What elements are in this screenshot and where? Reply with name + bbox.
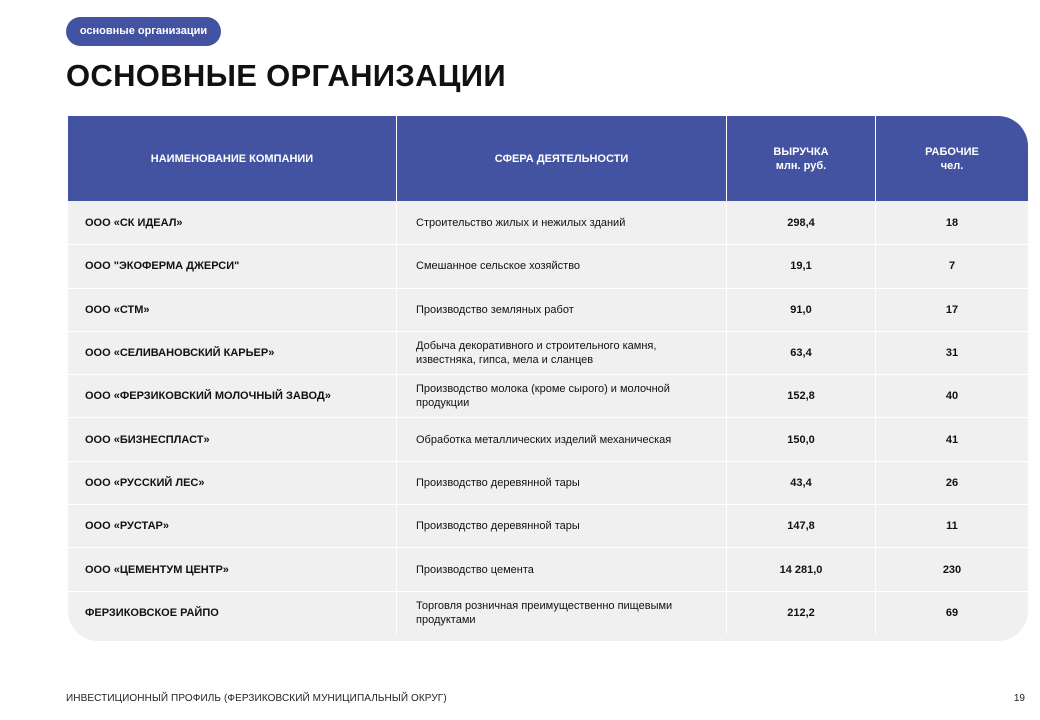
activity: Смешанное сельское хозяйство bbox=[396, 245, 726, 287]
table-header bbox=[68, 116, 1028, 201]
activity: Производство молока (кроме сырого) и молочной продукции bbox=[396, 375, 726, 417]
table-row bbox=[68, 244, 1028, 287]
activity: Производство цемента bbox=[396, 548, 726, 590]
table-row bbox=[68, 504, 1028, 547]
revenue-value: 14 281,0 bbox=[726, 548, 875, 590]
revenue-value: 150,0 bbox=[726, 418, 875, 460]
revenue-value: 19,1 bbox=[726, 245, 875, 287]
header-revenue-unit: млн. руб. bbox=[775, 159, 827, 172]
table-row bbox=[68, 591, 1028, 634]
activity: Обработка металлических изделий механическая bbox=[396, 418, 726, 460]
header-workers bbox=[875, 116, 1028, 201]
revenue-value: 298,4 bbox=[726, 201, 875, 244]
company-name: ООО «РУССКИЙ ЛЕС» bbox=[85, 476, 205, 489]
header-activity: СФЕРА ДЕЯТЕЛЬНОСТИ bbox=[396, 116, 726, 201]
header-revenue-label: ВЫРУЧКА bbox=[773, 145, 829, 158]
header-revenue bbox=[726, 116, 875, 201]
activity: Добыча декоративного и строительного камня, известняка, гипса, мела и сланцев bbox=[396, 332, 726, 374]
workers-value: 41 bbox=[875, 418, 1028, 460]
workers-value: 11 bbox=[875, 505, 1028, 547]
header-company: НАИМЕНОВАНИЕ КОМПАНИИ bbox=[150, 152, 314, 165]
revenue-value: 43,4 bbox=[726, 462, 875, 504]
workers-value: 7 bbox=[875, 245, 1028, 287]
activity: Производство земляных работ bbox=[396, 289, 726, 331]
activity: Производство деревянной тары bbox=[396, 462, 726, 504]
company-name: ООО «СК ИДЕАЛ» bbox=[85, 216, 183, 229]
header-workers-label: РАБОЧИЕ bbox=[925, 145, 979, 158]
workers-value: 31 bbox=[875, 332, 1028, 374]
company-name: ООО «ЦЕМЕНТУМ ЦЕНТР» bbox=[85, 563, 229, 576]
workers-value: 69 bbox=[875, 592, 1028, 634]
company-name: ООО «СЕЛИВАНОВСКИЙ КАРЬЕР» bbox=[85, 347, 275, 360]
revenue-value: 63,4 bbox=[726, 332, 875, 374]
page-number: 19 bbox=[1013, 693, 1025, 704]
company-name: ФЕРЗИКОВСКОЕ РАЙПО bbox=[85, 606, 219, 619]
company-name: ООО «РУСТАР» bbox=[85, 520, 169, 533]
table-row bbox=[68, 417, 1028, 460]
table-row bbox=[68, 201, 1028, 244]
table-row bbox=[68, 547, 1028, 590]
table-row bbox=[68, 461, 1028, 504]
footer-text: ИНВЕСТИЦИОННЫЙ ПРОФИЛЬ (ФЕРЗИКОВСКИЙ МУНИЦИПАЛЬНЫЙ ОКРУГ) bbox=[66, 693, 447, 704]
table-row bbox=[68, 374, 1028, 417]
header-workers-unit: чел. bbox=[940, 159, 964, 172]
company-name: ООО "ЭКОФЕРМА ДЖЕРСИ" bbox=[85, 260, 240, 273]
workers-value: 17 bbox=[875, 289, 1028, 331]
page-title: ОСНОВНЫЕ ОРГАНИЗАЦИИ bbox=[66, 58, 506, 93]
revenue-value: 147,8 bbox=[726, 505, 875, 547]
section-tag: основные организации bbox=[66, 17, 221, 46]
activity: Строительство жилых и нежилых зданий bbox=[396, 201, 726, 244]
company-name: ООО «БИЗНЕСПЛАСТ» bbox=[85, 433, 210, 446]
workers-value: 230 bbox=[875, 548, 1028, 590]
activity: Торговля розничная преимущественно пищевыми продуктами bbox=[396, 592, 726, 634]
workers-value: 18 bbox=[875, 201, 1028, 244]
table-row bbox=[68, 288, 1028, 331]
revenue-value: 91,0 bbox=[726, 289, 875, 331]
organizations-table bbox=[68, 116, 1028, 641]
table-row bbox=[68, 331, 1028, 374]
workers-value: 40 bbox=[875, 375, 1028, 417]
revenue-value: 152,8 bbox=[726, 375, 875, 417]
company-name: ООО «ФЕРЗИКОВСКИЙ МОЛОЧНЫЙ ЗАВОД» bbox=[85, 390, 331, 403]
company-name: ООО «СТМ» bbox=[85, 303, 150, 316]
revenue-value: 212,2 bbox=[726, 592, 875, 634]
table-body bbox=[68, 201, 1028, 634]
activity: Производство деревянной тары bbox=[396, 505, 726, 547]
workers-value: 26 bbox=[875, 462, 1028, 504]
